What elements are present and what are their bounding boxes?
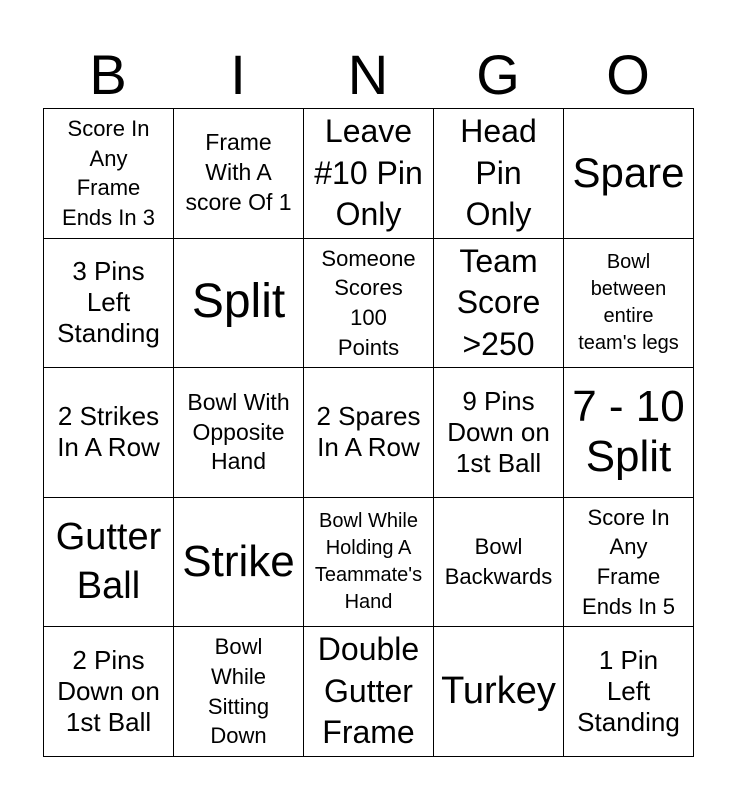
cell-text: 2 Pins Down on 1st Ball: [57, 644, 160, 738]
bingo-cell[interactable]: [44, 627, 174, 757]
cell-text: 9 Pins Down on 1st Ball: [447, 385, 550, 479]
cell-text: Bowl While Sitting Down: [207, 634, 270, 749]
cell-text: Strike: [182, 536, 295, 586]
cell-text: Split: [191, 275, 286, 329]
bingo-cell[interactable]: [564, 498, 694, 628]
cell-text: Score In Any Frame Ends In 5: [582, 504, 675, 619]
cell-text: Double Gutter Frame: [317, 631, 420, 751]
cell-text: Score In Any Frame Ends In 3: [62, 115, 155, 230]
header-letter-b: B: [89, 43, 127, 106]
cell-text: Someone Scores 100 Points: [321, 245, 416, 360]
bingo-cell[interactable]: [174, 109, 304, 239]
cell-text: Frame With A score Of 1: [185, 129, 292, 216]
header-letter-g: G: [476, 43, 520, 106]
bingo-cell[interactable]: [44, 368, 174, 498]
cell-text: 3 Pins Left Standing: [57, 256, 160, 349]
bingo-cell[interactable]: [44, 239, 174, 369]
bingo-cell[interactable]: [564, 627, 694, 757]
bingo-cell[interactable]: [434, 239, 564, 369]
cell-text: 2 Strikes In A Row: [57, 401, 160, 463]
cell-text: Bowl between entire team's legs: [578, 250, 679, 354]
cell-text: Team Score >250: [456, 242, 541, 362]
bingo-cell[interactable]: [304, 627, 434, 757]
bingo-cell[interactable]: [304, 109, 434, 239]
bingo-header: [43, 42, 693, 108]
cell-text: Bowl While Holding A Teammate's Hand: [314, 510, 423, 614]
cell-text: Bowl Backwards: [444, 534, 553, 590]
bingo-cell[interactable]: [44, 498, 174, 628]
bingo-cell[interactable]: [434, 109, 564, 239]
cell-text: Leave #10 Pin Only: [314, 112, 423, 233]
bingo-cell[interactable]: [304, 239, 434, 369]
bingo-cell[interactable]: [174, 627, 304, 757]
cell-text: Spare: [572, 149, 685, 197]
bingo-cell[interactable]: [174, 498, 304, 628]
bingo-cell[interactable]: [304, 368, 434, 498]
bingo-cell[interactable]: [564, 368, 694, 498]
bingo-cell[interactable]: [434, 627, 564, 757]
cell-text: 2 Spares In A Row: [316, 401, 421, 463]
cell-text: Head Pin Only: [460, 112, 537, 233]
header-letter-o: O: [606, 43, 650, 106]
bingo-cell[interactable]: [304, 498, 434, 628]
cell-text: Turkey: [441, 669, 556, 712]
bingo-cell[interactable]: [434, 368, 564, 498]
bingo-cell[interactable]: [564, 239, 694, 369]
header-letter-n: N: [347, 43, 389, 106]
header-letter-i: I: [230, 43, 246, 106]
cell-text: Bowl With Opposite Hand: [187, 388, 290, 475]
bingo-cell[interactable]: [174, 239, 304, 369]
cell-text: 1 Pin Left Standing: [577, 644, 680, 738]
cell-text: 7 - 10 Split: [572, 381, 685, 482]
bingo-cell[interactable]: [44, 109, 174, 239]
bingo-cell[interactable]: [434, 498, 564, 628]
bingo-board: [43, 108, 694, 757]
cell-text: Gutter Ball: [55, 515, 162, 608]
bingo-cell[interactable]: [174, 368, 304, 498]
bingo-cell[interactable]: [564, 109, 694, 239]
